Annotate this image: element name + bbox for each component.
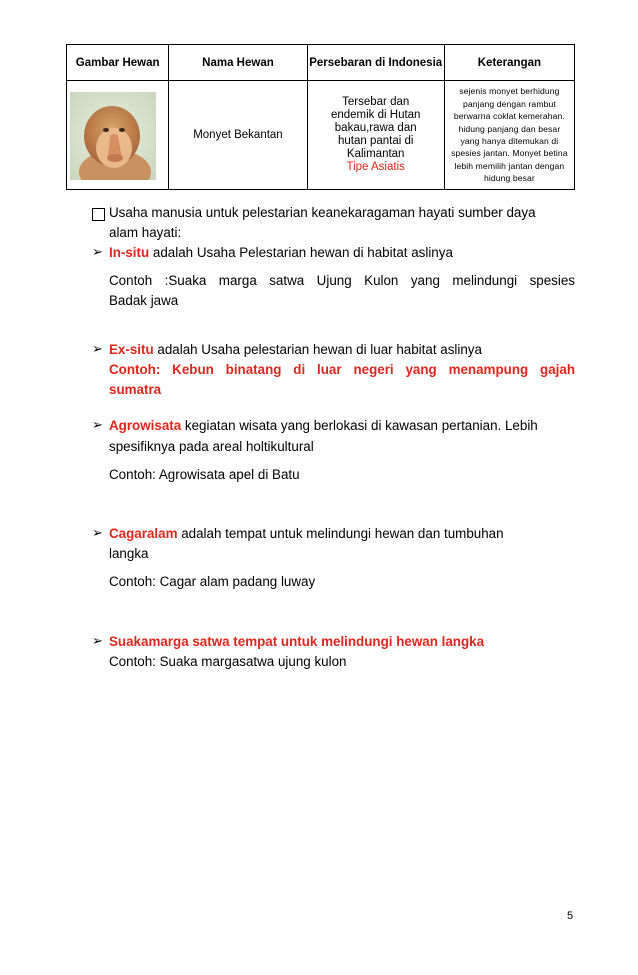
agrowisata-term: Agrowisata (109, 418, 182, 433)
header-persebaran: Persebaran di Indonesia (307, 45, 444, 81)
insitu-example-line-2: Badak jawa (109, 293, 179, 308)
persebaran-line: Tersebar dan (342, 96, 410, 108)
insitu-definition (109, 243, 453, 263)
cagaralam-example: Contoh: Cagar alam padang luway (109, 574, 316, 589)
animal-name: Monyet Bekantan (169, 81, 307, 190)
arrow-bullet-icon: ➢ (92, 633, 103, 648)
insitu-desc: adalah Usaha Pelestarian hewan di habitat aslinya (149, 245, 453, 260)
page-number: 5 (567, 910, 574, 922)
table-row (67, 81, 575, 190)
persebaran-line: Kalimantan (346, 148, 405, 160)
arrow-bullet-icon: ➢ (92, 341, 103, 356)
suakamarga-definition: Suakamarga satwa tempat untuk melindungi hewan langka (109, 634, 485, 649)
keterangan-cell (444, 81, 574, 190)
exsitu-example-line-2: sumatra (109, 382, 162, 397)
insitu-example-line-1: Contoh :Suaka marga satwa Ujung Kulon yang melindungi spesies (109, 273, 575, 288)
animal-table (66, 44, 575, 190)
table-header-row (67, 45, 575, 81)
keterangan-line: panjang dengan rambut (462, 98, 556, 109)
arrow-bullet-icon: ➢ (92, 525, 103, 540)
header-nama-hewan: Nama Hewan (169, 45, 307, 81)
keterangan-line: spesies jantan. Monyet betina (451, 148, 568, 159)
exsitu-example-line-1: Contoh: Kebun binatang di luar negeri yang menampung gajah (109, 362, 575, 377)
exsitu-desc: adalah Usaha pelestarian hewan di luar habitat aslinya (153, 342, 482, 357)
proboscis-monkey-image (70, 92, 156, 180)
keterangan-line: hidung besar (483, 173, 535, 184)
checkbox-bullet-icon (92, 208, 105, 221)
persebaran-line: endemik di Hutan (330, 109, 421, 121)
arrow-bullet-icon: ➢ (92, 417, 103, 432)
insitu-term: In-situ (109, 245, 150, 260)
exsitu-term: Ex-situ (109, 342, 154, 357)
agrowisata-desc-line-2: spesifiknya pada areal holtikultural (109, 439, 314, 454)
keterangan-line: yang hanya ditemukan di (460, 136, 559, 146)
agrowisata-definition (109, 416, 538, 436)
exsitu-definition (109, 340, 482, 360)
intro-line-2: alam hayati: (109, 225, 182, 240)
persebaran-line: bakau,rawa dan (334, 122, 417, 134)
agrowisata-desc: kegiatan wisata yang berlokasi di kawasan pertanian. Lebih (181, 418, 538, 433)
keterangan-line: berwarna coklat kemerahan. (453, 111, 565, 122)
cagaralam-desc: adalah tempat untuk melindungi hewan dan tumbuhan (177, 526, 504, 541)
keterangan-line: hidung panjang dan besar (458, 123, 561, 134)
agrowisata-example: Contoh: Agrowisata apel di Batu (109, 467, 300, 482)
cagaralam-term: Cagaralam (109, 526, 178, 541)
cagaralam-desc-line-2: langka (109, 546, 149, 561)
keterangan-line: lebih memilih jantan dengan (454, 160, 565, 171)
cagaralam-definition (109, 524, 504, 544)
arrow-bullet-icon: ➢ (92, 244, 103, 259)
header-gambar-hewan: Gambar Hewan (67, 45, 169, 81)
persebaran-line: hutan pantai di (337, 135, 414, 147)
keterangan-line: sejenis monyet berhidung (459, 86, 560, 97)
animal-image-cell (67, 81, 169, 190)
persebaran-type: Tipe Asiatis (346, 161, 405, 173)
persebaran-cell (307, 81, 444, 190)
suakamarga-example: Contoh: Suaka margasatwa ujung kulon (109, 654, 347, 669)
header-keterangan: Keterangan (444, 45, 574, 81)
intro-line-1: Usaha manusia untuk pelestarian keanekaragaman hayati sumber daya (109, 205, 536, 220)
